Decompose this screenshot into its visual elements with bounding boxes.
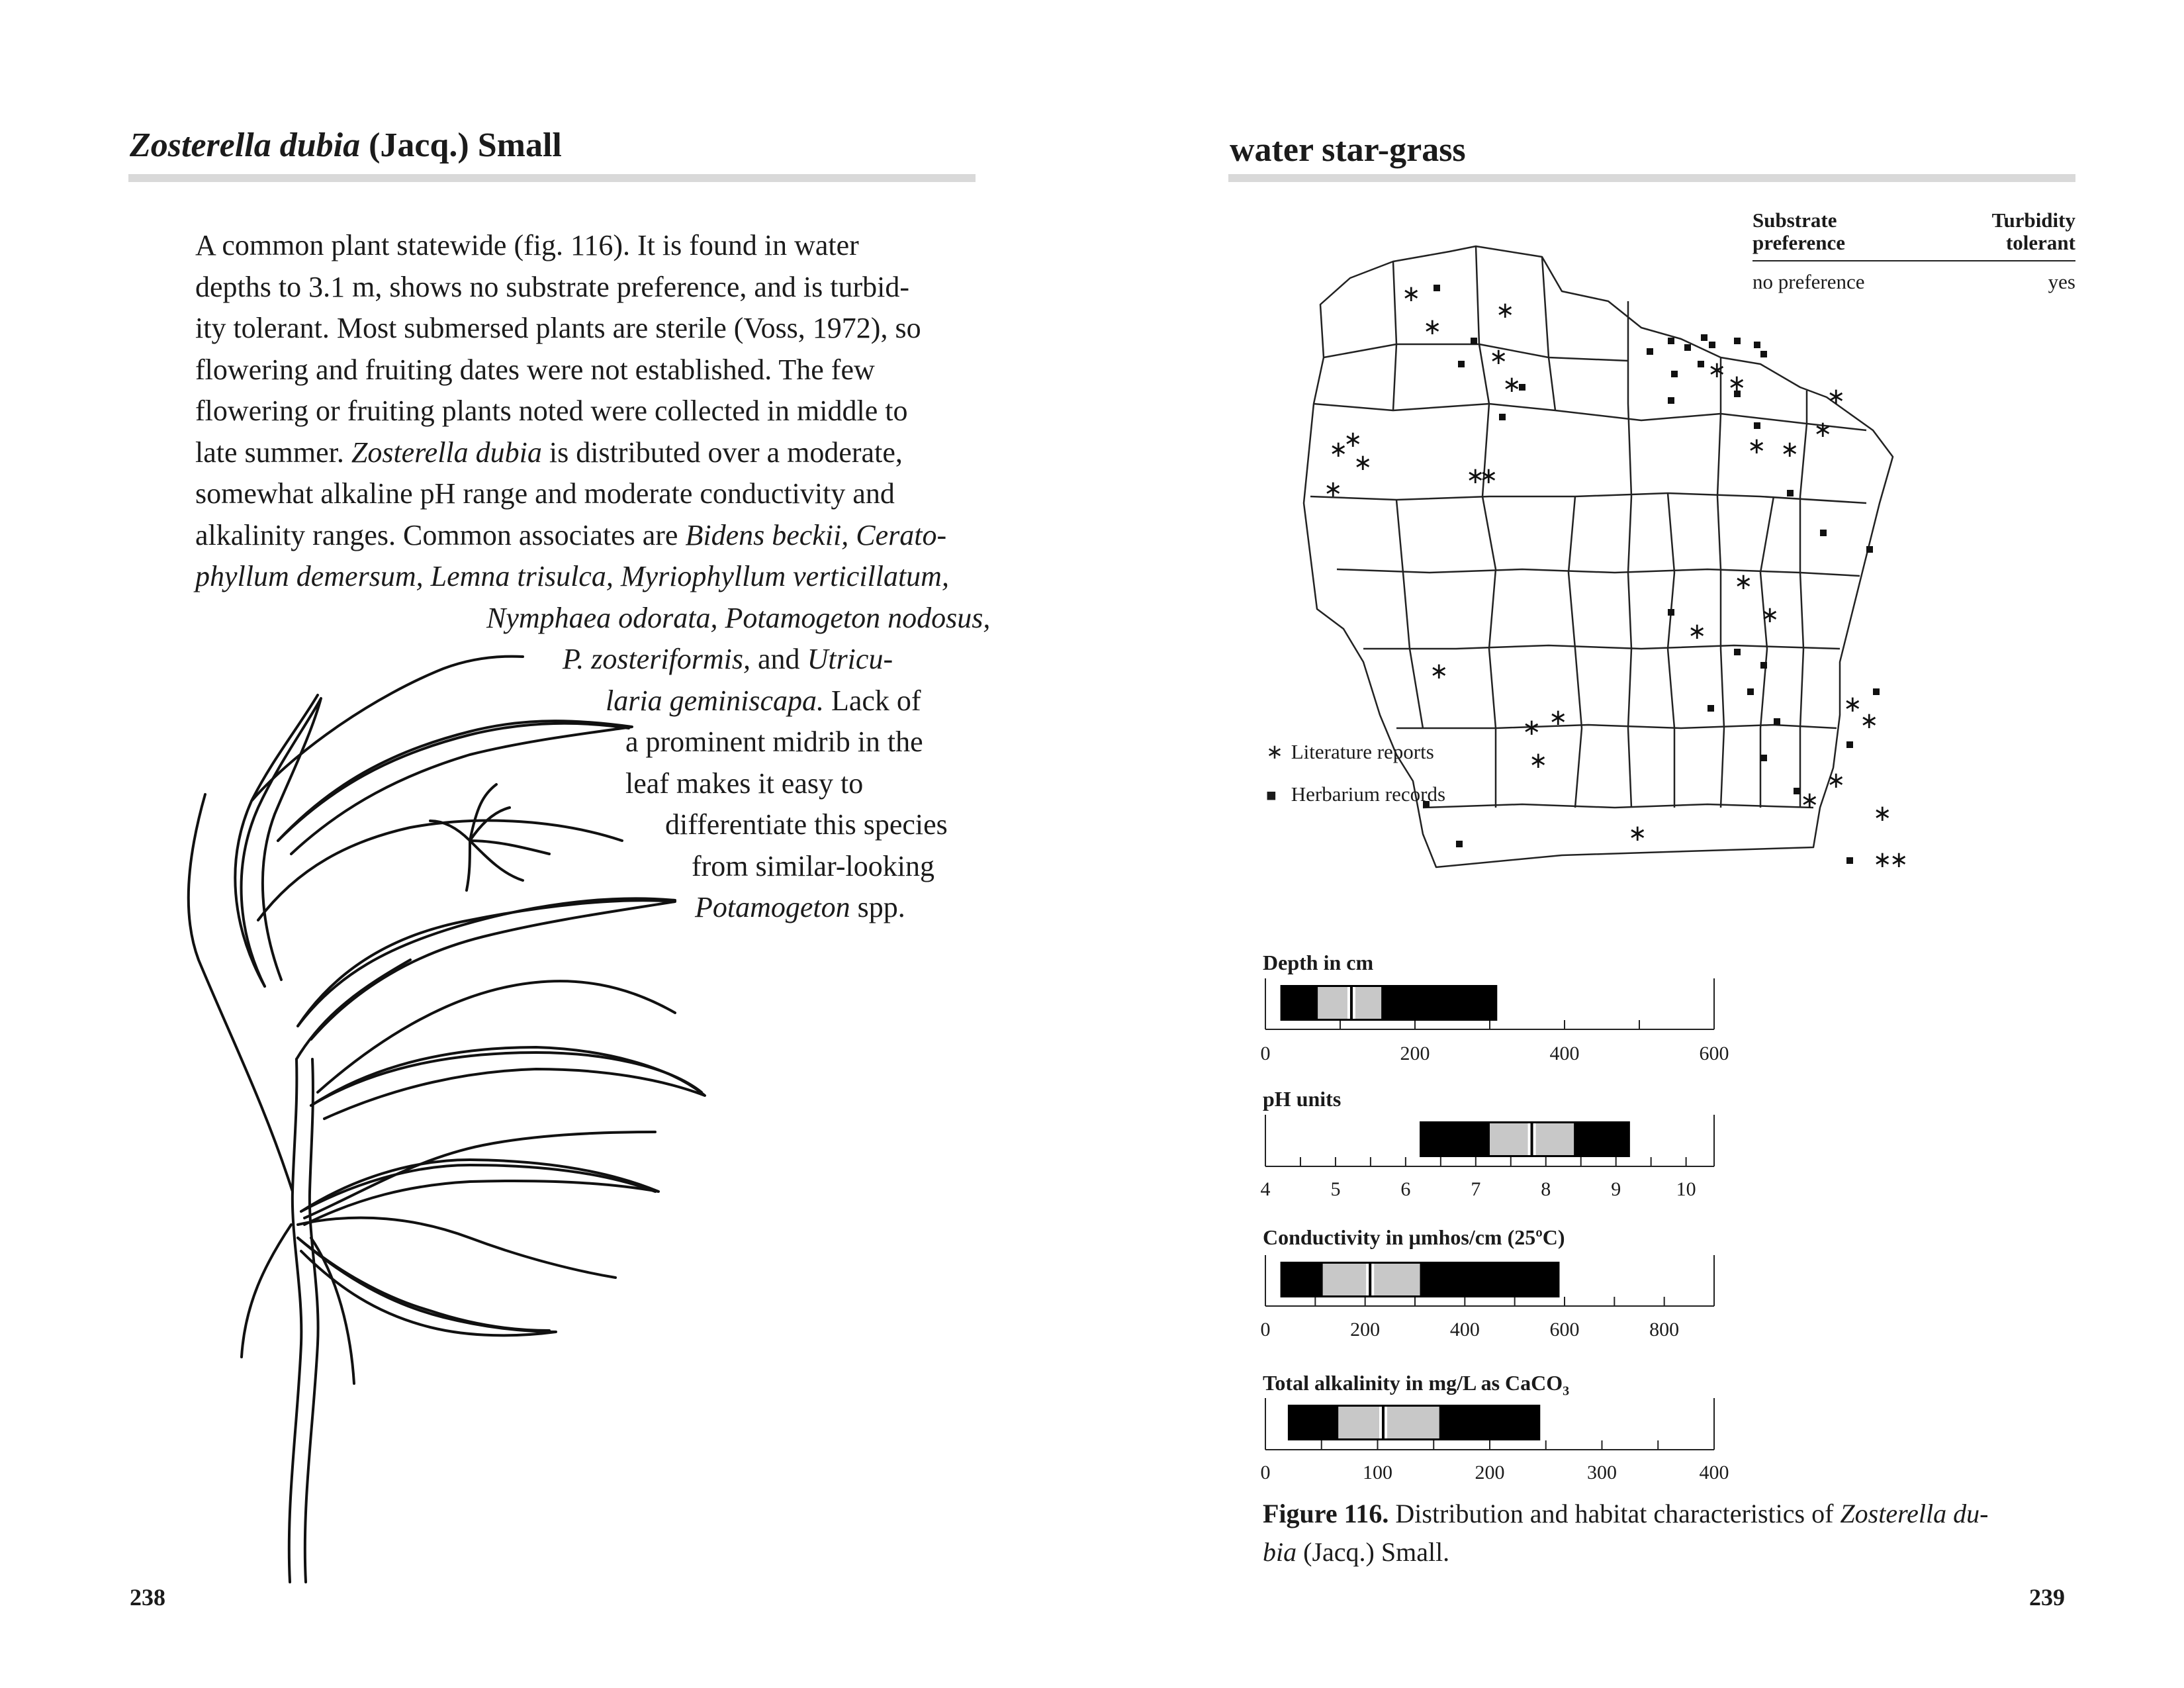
- substrate-header: Substrate preference: [1752, 209, 1845, 254]
- svg-text:∗: ∗: [1873, 802, 1892, 826]
- conductivity-median-band: [1366, 1264, 1374, 1295]
- alkalinity-range-bar: [1288, 1405, 1540, 1440]
- legend-herbarium-label: Herbarium records: [1291, 782, 1446, 806]
- species-name: Zosterella dubia: [130, 126, 361, 164]
- ph-tick-label: 4: [1260, 1178, 1271, 1200]
- depth-tick-label: 0: [1260, 1043, 1271, 1064]
- turbidity-value: yes: [2048, 270, 2075, 293]
- conductivity-median-line: [1369, 1264, 1371, 1295]
- text-line: ity tolerant. Most submersed plants are sterile (Voss, 1972), so: [195, 312, 921, 344]
- depth-interquartile-bar: [1318, 987, 1381, 1019]
- text-line: a prominent midrib in the: [625, 726, 923, 758]
- depth-median-band: [1347, 987, 1355, 1019]
- text-line: flowering and fruiting dates were not established. The few: [195, 353, 875, 386]
- svg-text:∗: ∗: [1827, 769, 1846, 793]
- alkalinity-median-band: [1379, 1407, 1387, 1438]
- svg-text:∗: ∗: [1430, 659, 1449, 684]
- conductivity-tick-label: 600: [1549, 1319, 1580, 1340]
- chart-title-alkalinity: Total alkalinity in mg/L as CaCO$_3$: [1263, 1371, 1570, 1399]
- svg-text:∗: ∗: [1688, 620, 1707, 644]
- svg-text:∗: ∗: [1827, 385, 1846, 409]
- ph-tick-label: 6: [1400, 1178, 1411, 1200]
- text-line: Nymphaea odorata, Potamogeton nodosus,: [486, 602, 991, 634]
- text-line: flowering or fruiting plants noted were collected in middle to: [195, 395, 908, 427]
- alkalinity-tick-label: 100: [1363, 1462, 1392, 1483]
- svg-text:∗: ∗: [1522, 716, 1541, 740]
- legend-literature-label: Literature reports: [1291, 740, 1434, 763]
- text-line: alkalinity ranges. Common associates are Bidens beckii, Cerato-: [195, 519, 947, 551]
- text-line: phyllum demersum, Lemna trisulca, Myriophyllum verticillatum,: [195, 560, 949, 592]
- conductivity-tick-label: 0: [1260, 1319, 1271, 1340]
- page-number-right: 239: [2029, 1584, 2065, 1611]
- depth-median-line: [1350, 987, 1353, 1019]
- common-name-header: water star-grass: [1230, 131, 1466, 169]
- svg-text:∗: ∗: [1800, 788, 1819, 813]
- plant-illustration: [99, 642, 827, 1602]
- figure-caption: Figure 116. Distribution and habitat characteristics of Zosterella du- bia (Jacq.) Small.: [1263, 1499, 1989, 1567]
- alkalinity-tick-label: 0: [1260, 1462, 1271, 1483]
- svg-text:∗: ∗: [1760, 603, 1780, 628]
- depth-range-bar: [1281, 985, 1498, 1021]
- svg-text:∗: ∗: [1353, 451, 1373, 475]
- species-author: (Jacq.) Small: [369, 126, 562, 164]
- legend-literature: [1266, 740, 1434, 764]
- chart-title-conductivity: Conductivity in µmhos/cm (25ºC): [1263, 1225, 1565, 1249]
- svg-text:∗: ∗: [1747, 434, 1766, 459]
- svg-text:∗: ∗: [1466, 464, 1485, 489]
- svg-text:∗: ∗: [1529, 749, 1548, 773]
- ph-tick-label: 9: [1611, 1178, 1621, 1200]
- chart-title-depth: Depth in cm: [1263, 951, 1374, 974]
- svg-text:∗: ∗: [1423, 315, 1442, 340]
- alkalinity-tick-label: 200: [1475, 1462, 1505, 1483]
- svg-text:∗: ∗: [1324, 477, 1343, 502]
- svg-text:∗: ∗: [1329, 438, 1348, 462]
- text-line: late summer. Zosterella dubia is distributed over a moderate,: [195, 436, 903, 469]
- alkalinity-median-line: [1382, 1407, 1385, 1438]
- chart-title-ph: pH units: [1263, 1087, 1342, 1111]
- svg-text:∗: ∗: [1343, 428, 1363, 452]
- svg-text:∗: ∗: [1549, 706, 1568, 730]
- svg-text:∗: ∗: [1502, 373, 1522, 397]
- svg-text:∗: ∗: [1479, 464, 1498, 489]
- asterisk-icon: ∗: [1266, 740, 1283, 763]
- substrate-value: no preference: [1752, 270, 1865, 293]
- svg-text:∗: ∗: [1843, 692, 1862, 717]
- svg-text:∗: ∗: [1727, 371, 1747, 396]
- alkalinity-interquartile-bar: [1338, 1407, 1439, 1438]
- svg-text:∗: ∗: [1489, 345, 1508, 369]
- svg-text:∗: ∗: [1734, 570, 1753, 594]
- text-line: from similar-looking: [692, 850, 934, 882]
- conductivity-range-bar: [1281, 1262, 1560, 1297]
- svg-text:∗: ∗: [1780, 438, 1799, 462]
- ph-median-band: [1528, 1123, 1536, 1155]
- svg-text:∗: ∗: [1860, 709, 1879, 733]
- text-line: A common plant statewide (fig. 116). It is found in water: [195, 229, 859, 261]
- text-line: P. zosteriformis, and Utricu-: [563, 643, 893, 675]
- legend-herbarium: [1266, 782, 1445, 806]
- svg-text:∗: ∗: [1813, 418, 1833, 442]
- ph-tick-label: 5: [1330, 1178, 1341, 1200]
- conductivity-tick-label: 200: [1350, 1319, 1381, 1340]
- square-icon: ■: [1266, 786, 1277, 805]
- svg-text:∗: ∗: [1496, 299, 1515, 323]
- conductivity-tick-label: 400: [1449, 1319, 1480, 1340]
- ph-tick-label: 10: [1676, 1178, 1696, 1200]
- text-line: laria geminiscapa. Lack of: [606, 684, 921, 717]
- depth-tick-label: 600: [1699, 1043, 1729, 1064]
- depth-tick-label: 400: [1549, 1043, 1580, 1064]
- svg-text:∗: ∗: [1628, 821, 1647, 846]
- ph-range-bar: [1420, 1121, 1630, 1157]
- svg-text:∗: ∗: [1402, 282, 1421, 306]
- turbidity-header: Turbidity tolerant: [1991, 209, 2075, 254]
- ph-tick-label: 7: [1471, 1178, 1481, 1200]
- text-line: somewhat alkaline pH range and moderate conductivity and: [195, 477, 895, 510]
- header-rule-right: [1228, 174, 2075, 182]
- alkalinity-tick-label: 400: [1699, 1462, 1729, 1483]
- svg-text:∗: ∗: [1707, 358, 1727, 383]
- text-line: Potamogeton spp.: [695, 891, 905, 923]
- ph-median-line: [1531, 1123, 1533, 1155]
- conductivity-interquartile-bar: [1323, 1264, 1420, 1295]
- depth-tick-label: 200: [1400, 1043, 1430, 1064]
- text-line: depths to 3.1 m, shows no substrate preference, and is turbid-: [195, 271, 909, 303]
- ph-tick-label: 8: [1541, 1178, 1551, 1200]
- alkalinity-tick-label: 300: [1587, 1462, 1617, 1483]
- text-line: differentiate this species: [665, 808, 948, 841]
- text-line: leaf makes it easy to: [625, 767, 864, 800]
- svg-text:∗: ∗: [1889, 848, 1909, 872]
- svg-text:∗: ∗: [1873, 848, 1892, 872]
- ph-interquartile-bar: [1490, 1123, 1574, 1155]
- conductivity-tick-label: 800: [1649, 1319, 1680, 1340]
- page-number-left: 238: [130, 1584, 165, 1611]
